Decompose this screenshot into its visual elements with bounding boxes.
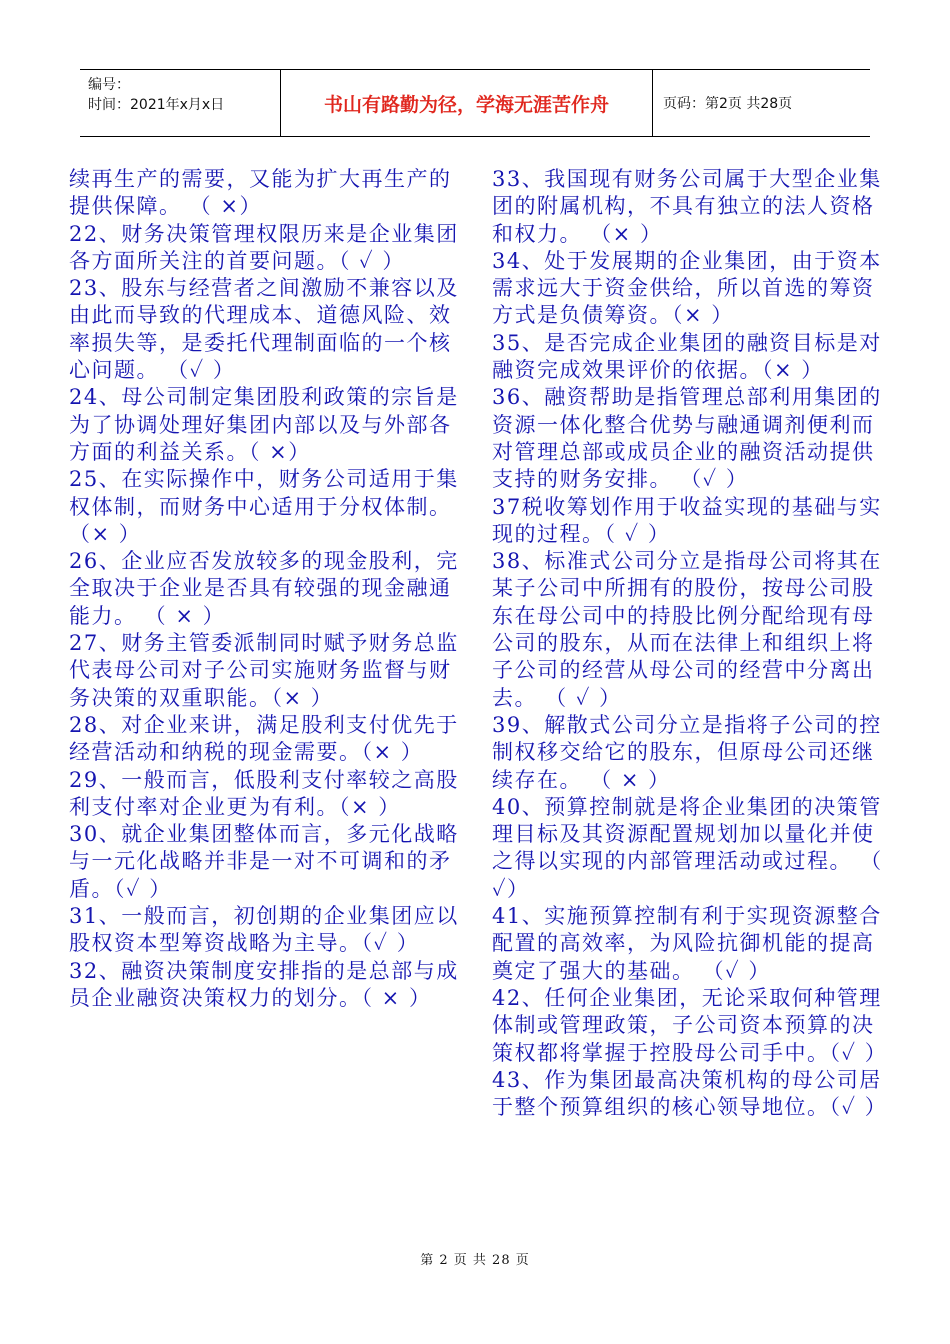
question-item: 29、一般而言，低股利支付率较之高股利支付率对企业更为有利。（× ） [69,767,459,819]
question-item: 26、企业应否发放较多的现金股利，完全取决于企业是否具有较强的现金融通能力。 （ × ） [69,549,459,628]
question-item: 32、融资决策制度安排指的是总部与成员企业融资决策权力的划分。（ × ） [69,958,459,1010]
question-item: 24、母公司制定集团股利政策的宗旨是为了协调处理好集团内部以及与外部各方面的利益关系。（ ×） [69,385,459,464]
question-item: 42、任何企业集团，无论采取何种管理体制或管理政策，子公司资本预算的决策权都将掌握于控股母公司手中。（✓ ） [492,985,888,1065]
question-item: 22、财务决策管理权限历来是企业集团各方面所关注的首要问题。（ ✓ ） [69,221,459,273]
question-item: 28、对企业来讲，满足股利支付优先于经营活动和纳税的现金需要。（× ） [69,712,459,765]
header-motto: 书山有路勤为径，学海无涯苦作舟 [281,70,653,136]
question-item: 36、融资帮助是指管理总部利用集团的资源一体化整合优势与融通调剂便利而对管理总部或成员企业的融资活动提供支持的财务安排。 （✓ ） [492,385,882,492]
question-item: 33、我国现有财务公司属于大型企业集团的附属机构，不具有独立的法人资格和权力。 （× ） [492,167,882,246]
left-column [69,166,459,1012]
question-item: 25、在实际操作中，财务公司适用于集权体制，而财务中心适用于分权体制。（× ） [69,467,459,546]
right-column [492,166,888,1121]
question-item: 43、作为集团最高决策机构的母公司居于整个预算组织的核心领导地位。（✓ ） [492,1067,888,1120]
question-item: 23、股东与经营者之间激励不兼容以及由此而导致的代理成本、道德风险、效率损失等，是委托代理制面临的一个核心问题。 （✓ ） [69,276,459,383]
header-meta [80,70,281,136]
question-item: 41、实施预算控制有利于实现资源整合配置的高效率，为风险抗御机能的提高奠定了强大的基础。 （✓ ） [492,904,882,983]
time-label: 时间：2021年x月x日 [88,97,225,113]
question-item: 37税收筹划作用于收益实现的基础与实现的过程。（ ✓ ） [492,494,882,546]
question-item: 34、处于发展期的企业集团，由于资本需求远大于资金供给，所以首选的筹资方式是负债筹资。（× ） [492,248,882,328]
question-item: 27、财务主管委派制同时赋予财务总监代表母公司对子公司实施财务监督与财务决策的双重职能。（× ） [69,631,459,710]
question-item: 31、一般而言，初创期的企业集团应以股权资本型筹资战略为主导。（✓ ） [69,904,459,956]
header-page-label: 页码：第2页 共28页 [663,96,793,112]
page-header [80,69,870,137]
question-item: 30、就企业集团整体而言，多元化战略与一元化战略并非是一对不可调和的矛盾。（✓ ） [69,822,459,901]
question-item: 38、标准式公司分立是指母公司将其在某子公司中所拥有的股份，按母公司股东在母公司中的持股比例分配给现有母公司的股东，从而在法律上和组织上将子公司的经营从母公司的经营中分离出去。 （ ✓ ） [492,549,882,710]
question-item: 39、解散式公司分立是指将子公司的控制权移交给它的股东，但原母公司还继续存在。 （ × ） [492,712,882,792]
question-item: 35、是否完成企业集团的融资目标是对融资完成效果评价的依据。（× ） [492,330,882,383]
question-item: 40、预算控制就是将企业集团的决策管理目标及其资源配置规划加以量化并使之得以实现的内部管理活动或过程。 （ ✓） [492,794,883,901]
page-footer: 第 2 页 共 28 页 [420,1253,530,1268]
code-label: 编号： [88,77,130,93]
question-item: 续再生产的需要，又能为扩大再生产的提供保障。 （ ×） [69,167,452,219]
